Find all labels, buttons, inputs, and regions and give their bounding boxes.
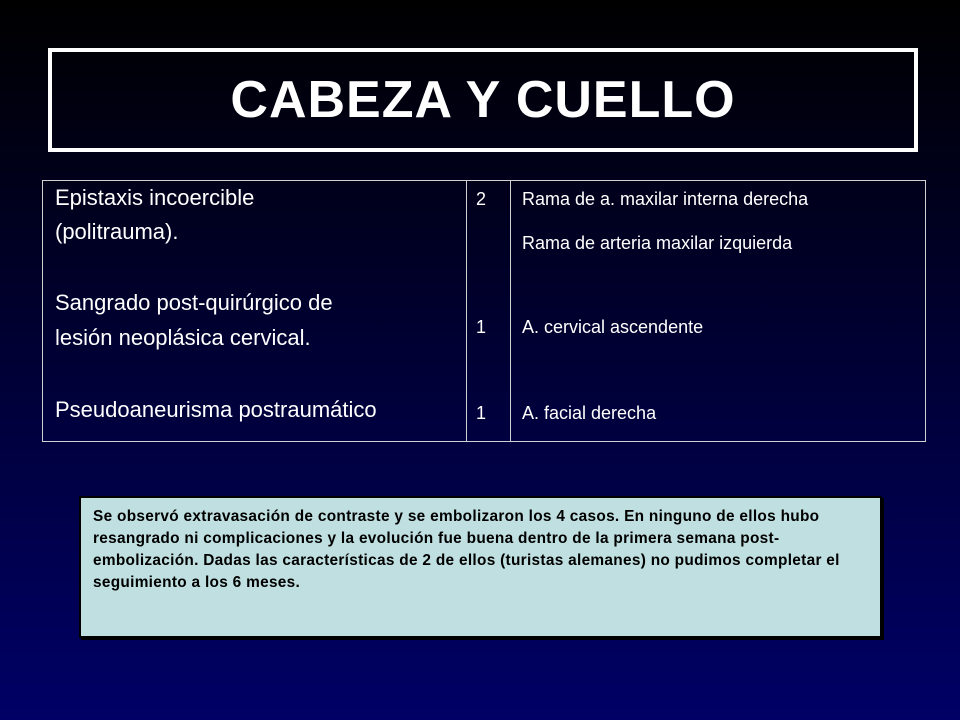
diagnosis-epistaxis-line1: Epistaxis incoercible bbox=[55, 185, 255, 210]
case-count: 1 bbox=[476, 403, 487, 423]
vessel-name: Rama de arteria maxilar izquierda bbox=[522, 233, 793, 253]
slide-title: CABEZA Y CUELLO bbox=[230, 71, 736, 129]
case-count: 1 bbox=[476, 317, 487, 337]
diagnosis-sangrado-line2: lesión neoplásica cervical. bbox=[55, 325, 311, 350]
diagnosis-pseudoaneurisma: Pseudoaneurisma postraumático bbox=[55, 397, 377, 422]
vessel-name: A. cervical ascendente bbox=[522, 317, 704, 337]
column-divider bbox=[466, 181, 467, 441]
vessel-name: A. facial derecha bbox=[522, 403, 657, 423]
summary-note: Se observó extravasación de contraste y se embolizaron los 4 casos. En ninguno de ellos hubo resangrado ni complicaciones y la evolución fue buena dentro de la primera semana post-embolización. Dadas las características de 2 de ellos (turistas alemanes) no pudimos completar el seguimiento a los 6 meses. bbox=[79, 496, 882, 638]
diagnosis-sangrado-line1: Sangrado post-quirúrgico de bbox=[55, 290, 333, 315]
diagnosis-epistaxis-line2: (politrauma). bbox=[55, 219, 179, 244]
cases-table bbox=[42, 180, 926, 442]
column-divider bbox=[510, 181, 511, 441]
case-count: 2 bbox=[476, 189, 487, 209]
vessel-name: Rama de a. maxilar interna derecha bbox=[522, 189, 809, 209]
title-box bbox=[48, 48, 918, 152]
